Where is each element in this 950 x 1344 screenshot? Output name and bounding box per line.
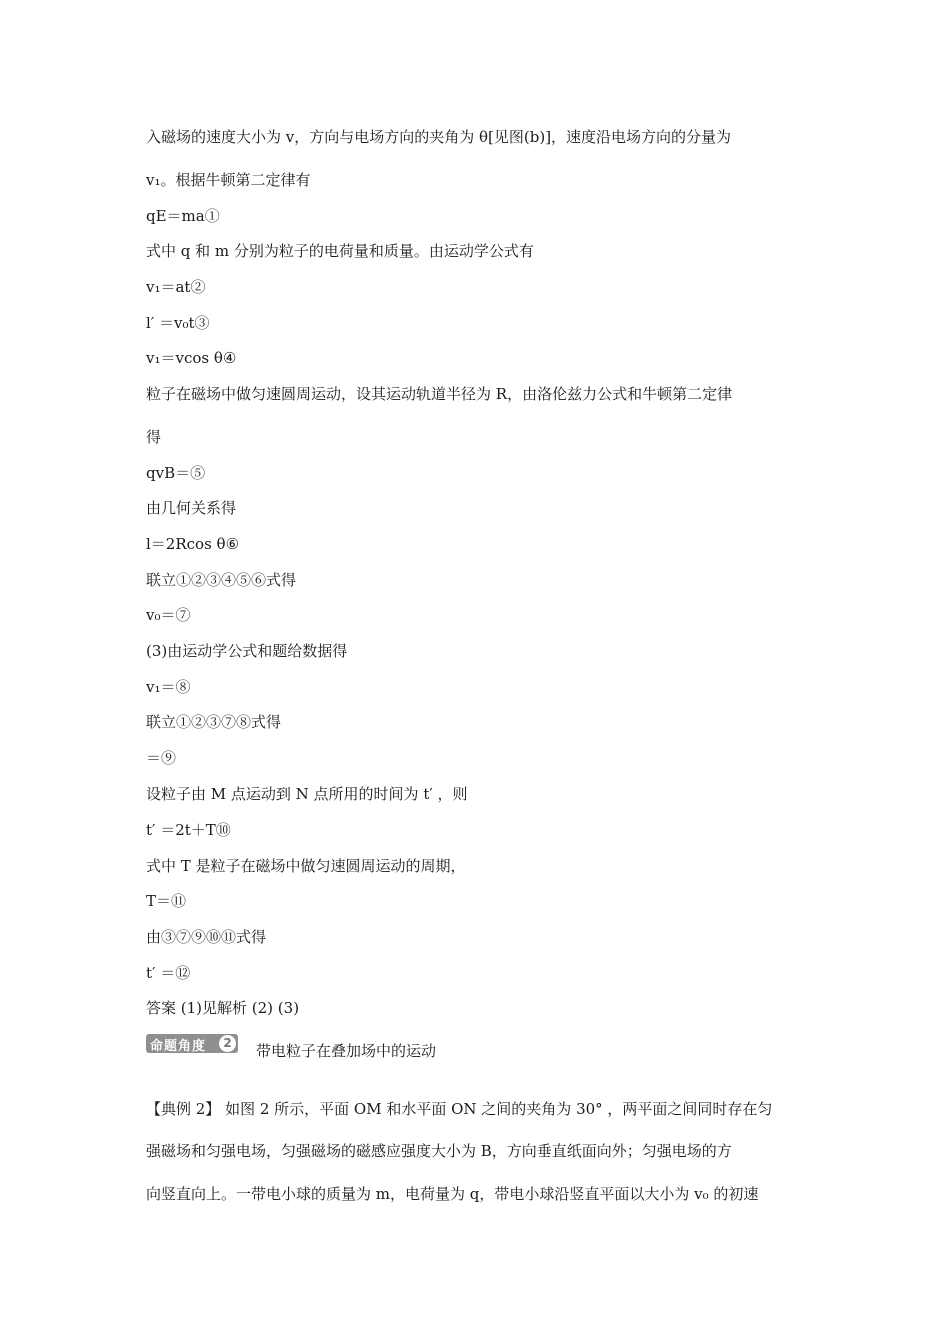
equation-line: v₁＝⑧ <box>146 678 191 696</box>
text-line: 式中 q 和 m 分别为粒子的电荷量和质量。由运动学公式有 <box>146 242 534 260</box>
text-line: 粒子在磁场中做匀速圆周运动，设其运动轨道半径为 R，由洛伦兹力公式和牛顿第二定律 <box>146 385 733 403</box>
text-line: v₁。根据牛顿第二定律有 <box>146 171 311 189</box>
section-badge <box>146 1034 238 1053</box>
equation-line: t′ ＝2t＋T⑩ <box>146 821 231 839</box>
text-line: 式中 T 是粒子在磁场中做匀速圆周运动的周期， <box>146 857 466 875</box>
equation-line: T＝⑪ <box>146 892 187 910</box>
text-line: 由③⑦⑨⑩⑪式得 <box>146 928 267 946</box>
text-line: (3)由运动学公式和题给数据得 <box>146 642 348 660</box>
text-line: 【典例 2】 如图 2 所示，平面 OM 和水平面 ON 之间的夹角为 30° ，两平面之间同时存在匀 <box>146 1100 773 1118</box>
answer-line: 答案 (1)见解析 (2) (3) <box>146 999 300 1017</box>
equation-line: qE＝ma① <box>146 207 220 225</box>
equation-line: v₀＝⑦ <box>146 606 191 624</box>
equation-line: l＝2Rcos θ⑥ <box>146 535 240 553</box>
badge-label: 命题角度 <box>150 1039 207 1054</box>
text-line: 强磁场和匀强电场，匀强磁场的磁感应强度大小为 B，方向垂直纸面向外；匀强电场的方 <box>146 1142 732 1160</box>
text-line: 由几何关系得 <box>146 499 237 517</box>
section-title: 带电粒子在叠加场中的运动 <box>256 1042 437 1060</box>
text-line: 入磁场的速度大小为 v，方向与电场方向的夹角为 θ[见图(b)]，速度沿电场方向的分量为 <box>146 128 732 146</box>
text-line: 向竖直向上。一带电小球的质量为 m，电荷量为 q，带电小球沿竖直平面以大小为 v₀ 的初速 <box>146 1185 759 1203</box>
equation-line: v₁＝at② <box>146 278 206 296</box>
badge-number: 2 <box>219 1035 236 1052</box>
equation-line: v₁＝vcos θ④ <box>146 349 237 367</box>
equation-line: qvB＝⑤ <box>146 464 206 482</box>
equation-line: l′ ＝v₀t③ <box>146 314 210 332</box>
text-line: 联立①②③⑦⑧式得 <box>146 713 282 731</box>
text-line: 得 <box>146 428 162 446</box>
text-line: 设粒子由 M 点运动到 N 点所用的时间为 t′ ，则 <box>146 785 468 803</box>
equation-line: t′ ＝⑫ <box>146 964 191 982</box>
equation-line: ＝⑨ <box>146 749 177 767</box>
text-line: 联立①②③④⑤⑥式得 <box>146 571 297 589</box>
